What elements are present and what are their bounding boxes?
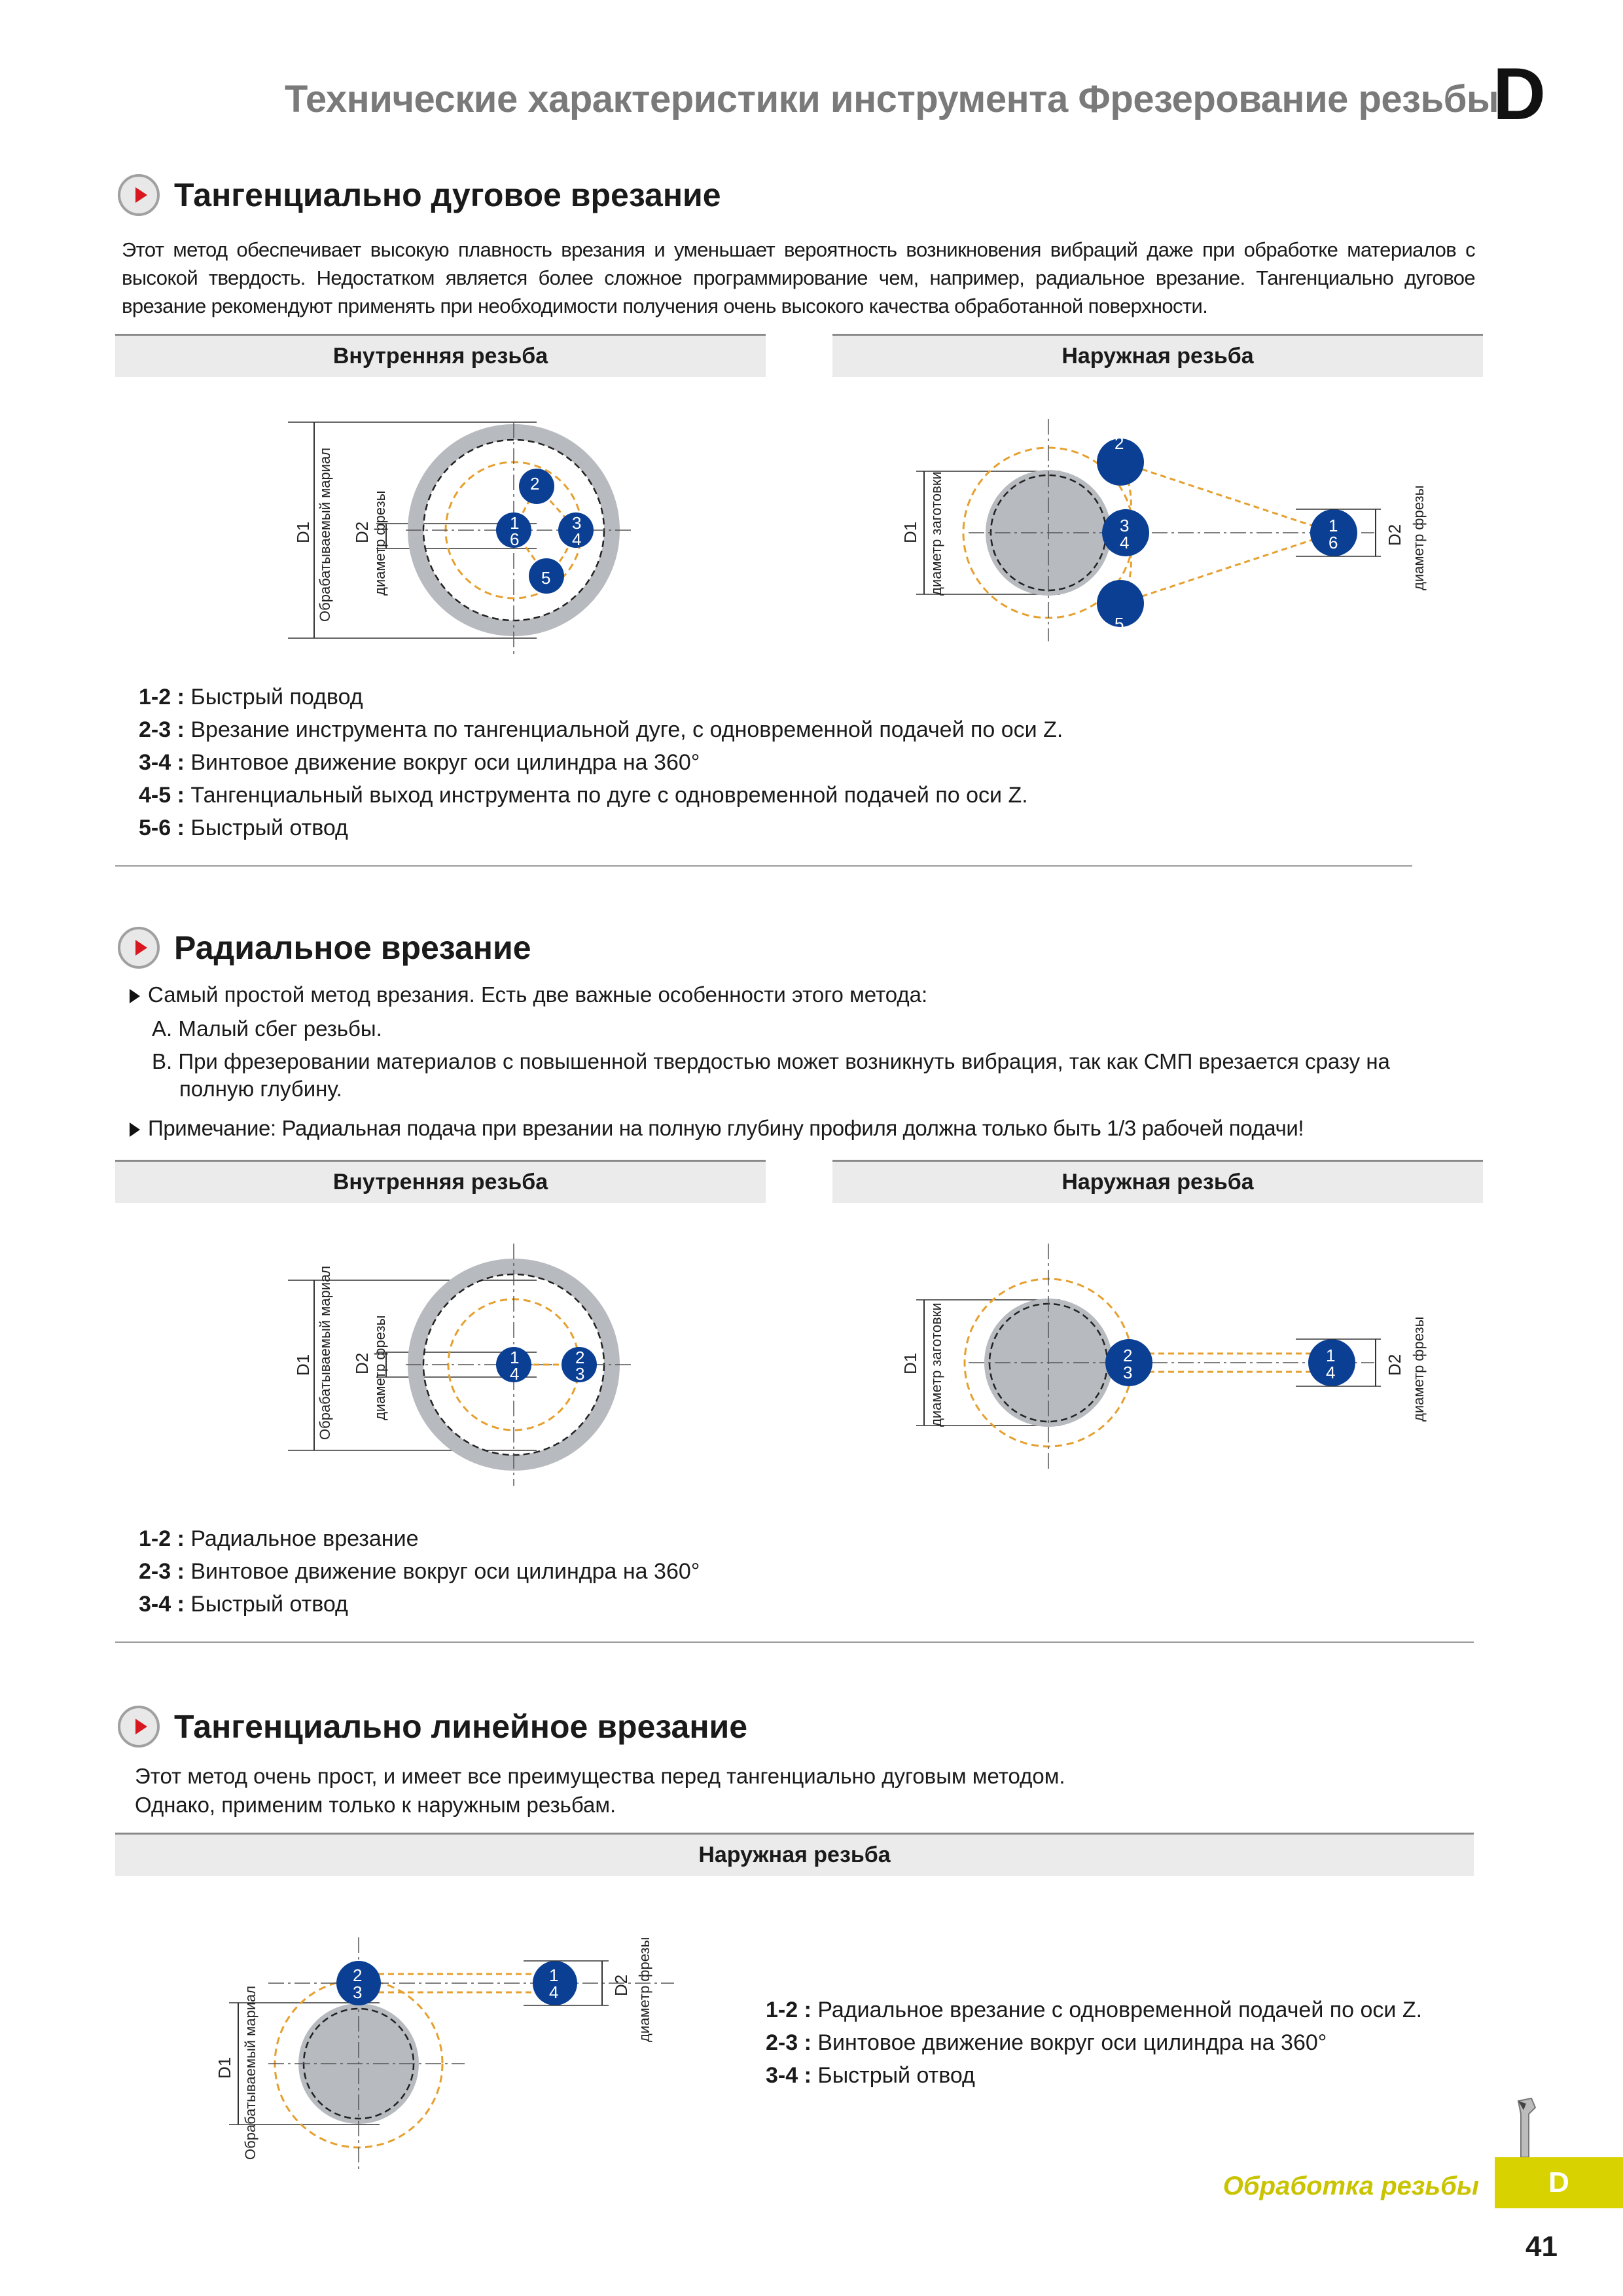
- label-1: 1: [510, 513, 520, 533]
- cutter-diameter-label: диаметр фрезы: [372, 1315, 388, 1420]
- cutter-diameter-label: диаметр фрезы: [1410, 485, 1427, 590]
- cutter-diameter-label: диаметр фрезы: [1410, 1316, 1427, 1422]
- page-header-title: Технические характеристики инструмента Фрезерование резьбы: [284, 78, 1499, 120]
- label-1: 1: [1326, 1346, 1336, 1365]
- section-divider: [115, 1641, 1474, 1643]
- label-2: 2: [530, 474, 540, 493]
- d2-label: D2: [611, 1974, 631, 1996]
- play-arrow-icon: [118, 927, 160, 969]
- tangential-linear-line2: Однако, применим только к наружным резьбам.: [135, 1793, 616, 1817]
- d1-label: D1: [293, 1354, 313, 1376]
- label-3: 3: [575, 1364, 585, 1384]
- steps-tangential-arc: [139, 681, 1063, 844]
- material-label: Обрабатываемый мариал: [317, 447, 333, 622]
- radial-bullet-1: Самый простой метод врезания. Есть две важные особенности этого метода:: [130, 980, 927, 1009]
- label-4: 4: [510, 1364, 520, 1384]
- section-title-text: Тангенциально дуговое врезание: [174, 177, 721, 213]
- diagram-external-tangential-linear: [216, 1905, 713, 2179]
- bullet-triangle-icon: [130, 989, 140, 1003]
- blank-diameter-label: диаметр заготовки: [928, 1302, 944, 1427]
- label-1: 1: [549, 1965, 559, 1985]
- label-2: 2: [1115, 433, 1124, 453]
- label-1: 1: [510, 1348, 520, 1367]
- d1-label: D1: [901, 521, 920, 543]
- d1-label: D1: [293, 521, 313, 543]
- step-item: 1-2 : Быстрый подвод: [139, 685, 363, 709]
- diagram-external-tangential-arc: [903, 419, 1479, 648]
- cutter-diameter-label: диаметр фрезы: [372, 490, 388, 596]
- label-3: 3: [1123, 1363, 1133, 1382]
- footer-chapter-tab: D: [1495, 2157, 1623, 2208]
- section-divider: [115, 865, 1412, 867]
- tangential-linear-line1: Этот метод очень прост, и имеет все преимущества перед тангенциально дуговым методом.: [135, 1764, 1065, 1788]
- label-6: 6: [1329, 533, 1338, 552]
- d2-label: D2: [352, 521, 372, 543]
- chapter-letter: D: [1493, 53, 1546, 135]
- step-item: 2-3 : Винтовое движение вокруг оси цилиндра на 360°: [766, 2030, 1327, 2055]
- label-2: 2: [353, 1965, 363, 1985]
- label-5: 5: [541, 568, 551, 588]
- section-title-text: Радиальное врезание: [174, 929, 531, 966]
- material-label: Обрабатываемый мариал: [242, 1985, 259, 2160]
- blank-diameter-label: диаметр заготовки: [928, 471, 944, 596]
- diagram-internal-radial: [288, 1244, 668, 1525]
- label-4: 4: [572, 529, 582, 549]
- d2-label: D2: [352, 1352, 372, 1374]
- label-5: 5: [1115, 614, 1124, 634]
- tangential-arc-description: Этот метод обеспечивает высокую плавность врезания и уменьшает вероятность возникновения вибраций даже при обработке материалов с высокой твердость. Недостатком является более сложное программирование чем, например, радиальное врезание. Тангенциально дуговое врезание рекомендуют применять при необходимости получения очень высокого качества обработанной поверхности.: [122, 238, 1475, 317]
- diagram-internal-tangential-arc: [288, 406, 668, 687]
- step-item: 3-4 : Быстрый отвод: [766, 2063, 975, 2088]
- cutter-diameter-label: диаметр фрезы: [636, 1937, 652, 2042]
- label-3: 3: [353, 1982, 363, 2002]
- step-item: 2-3 : Винтовое движение вокруг оси цилиндра на 360°: [139, 1559, 700, 1584]
- d1-label: D1: [901, 1352, 920, 1374]
- label-4: 4: [549, 1982, 559, 2002]
- label-2: 2: [1123, 1346, 1133, 1365]
- column-header-external: Наружная резьба: [832, 334, 1483, 377]
- step-item: 2-3 : Врезание инструмента по тангенциальной дуге, с одновременной подачей по оси Z.: [139, 717, 1063, 742]
- material-label: Обрабатываемый мариал: [317, 1265, 333, 1440]
- section-title-tangential-arc: [118, 174, 721, 216]
- play-arrow-icon: [118, 174, 160, 216]
- radial-bullet-note: Примечание: Радиальная подача при врезании на полную глубину профиля должна только быть 1/3 рабочей подачи!: [130, 1114, 1304, 1143]
- threading-tool-icon: [1499, 2094, 1551, 2160]
- radial-item-a: A. Малый сбег резьбы.: [152, 1016, 382, 1041]
- steps-radial: [139, 1522, 700, 1621]
- footer-section-name: Обработка резьбы: [1222, 2172, 1479, 2200]
- d2-label: D2: [1385, 1354, 1404, 1376]
- step-item: 3-4 : Быстрый отвод: [139, 1592, 348, 1617]
- d2-label: D2: [1385, 524, 1404, 546]
- step-item: 5-6 : Быстрый отвод: [139, 816, 348, 840]
- column-header-external: Наружная резьба: [832, 1160, 1483, 1203]
- section-title-radial: [118, 927, 531, 969]
- label-3: 3: [1120, 516, 1130, 535]
- steps-tangential-linear: [766, 1994, 1422, 2092]
- label-2: 2: [575, 1348, 585, 1367]
- section-title-text: Тангенциально линейное врезание: [174, 1708, 748, 1745]
- radial-item-b-line1: B. При фрезеровании материалов с повышенной твердостью может возникнуть вибрация, так как СМП врезается сразу на: [152, 1049, 1390, 1073]
- step-item: 3-4 : Винтовое движение вокруг оси цилиндра на 360°: [139, 750, 700, 775]
- bullet-triangle-icon: [130, 1122, 140, 1137]
- radial-item-b-line2: полную глубину.: [179, 1077, 342, 1101]
- step-item: 1-2 : Радиальное врезание с одновременной подачей по оси Z.: [766, 1998, 1423, 2022]
- label-4: 4: [1326, 1363, 1336, 1382]
- step-item: 4-5 : Тангенциальный выход инструмента по дуге с одновременной подачей по оси Z.: [139, 783, 1028, 808]
- diagram-external-radial: [903, 1244, 1479, 1479]
- section-title-tangential-linear: [118, 1706, 747, 1748]
- column-header-internal: Внутренняя резьба: [115, 334, 766, 377]
- column-header-external: Наружная резьба: [115, 1833, 1474, 1876]
- label-1: 1: [1329, 516, 1338, 535]
- column-header-internal: Внутренняя резьба: [115, 1160, 766, 1203]
- label-3: 3: [572, 513, 582, 533]
- step-item: 1-2 : Радиальное врезание: [139, 1526, 419, 1551]
- play-arrow-icon: [118, 1706, 160, 1748]
- page-number: 41: [1525, 2231, 1558, 2263]
- d1-label: D1: [215, 2056, 234, 2079]
- label-4: 4: [1120, 533, 1130, 552]
- label-6: 6: [510, 529, 520, 549]
